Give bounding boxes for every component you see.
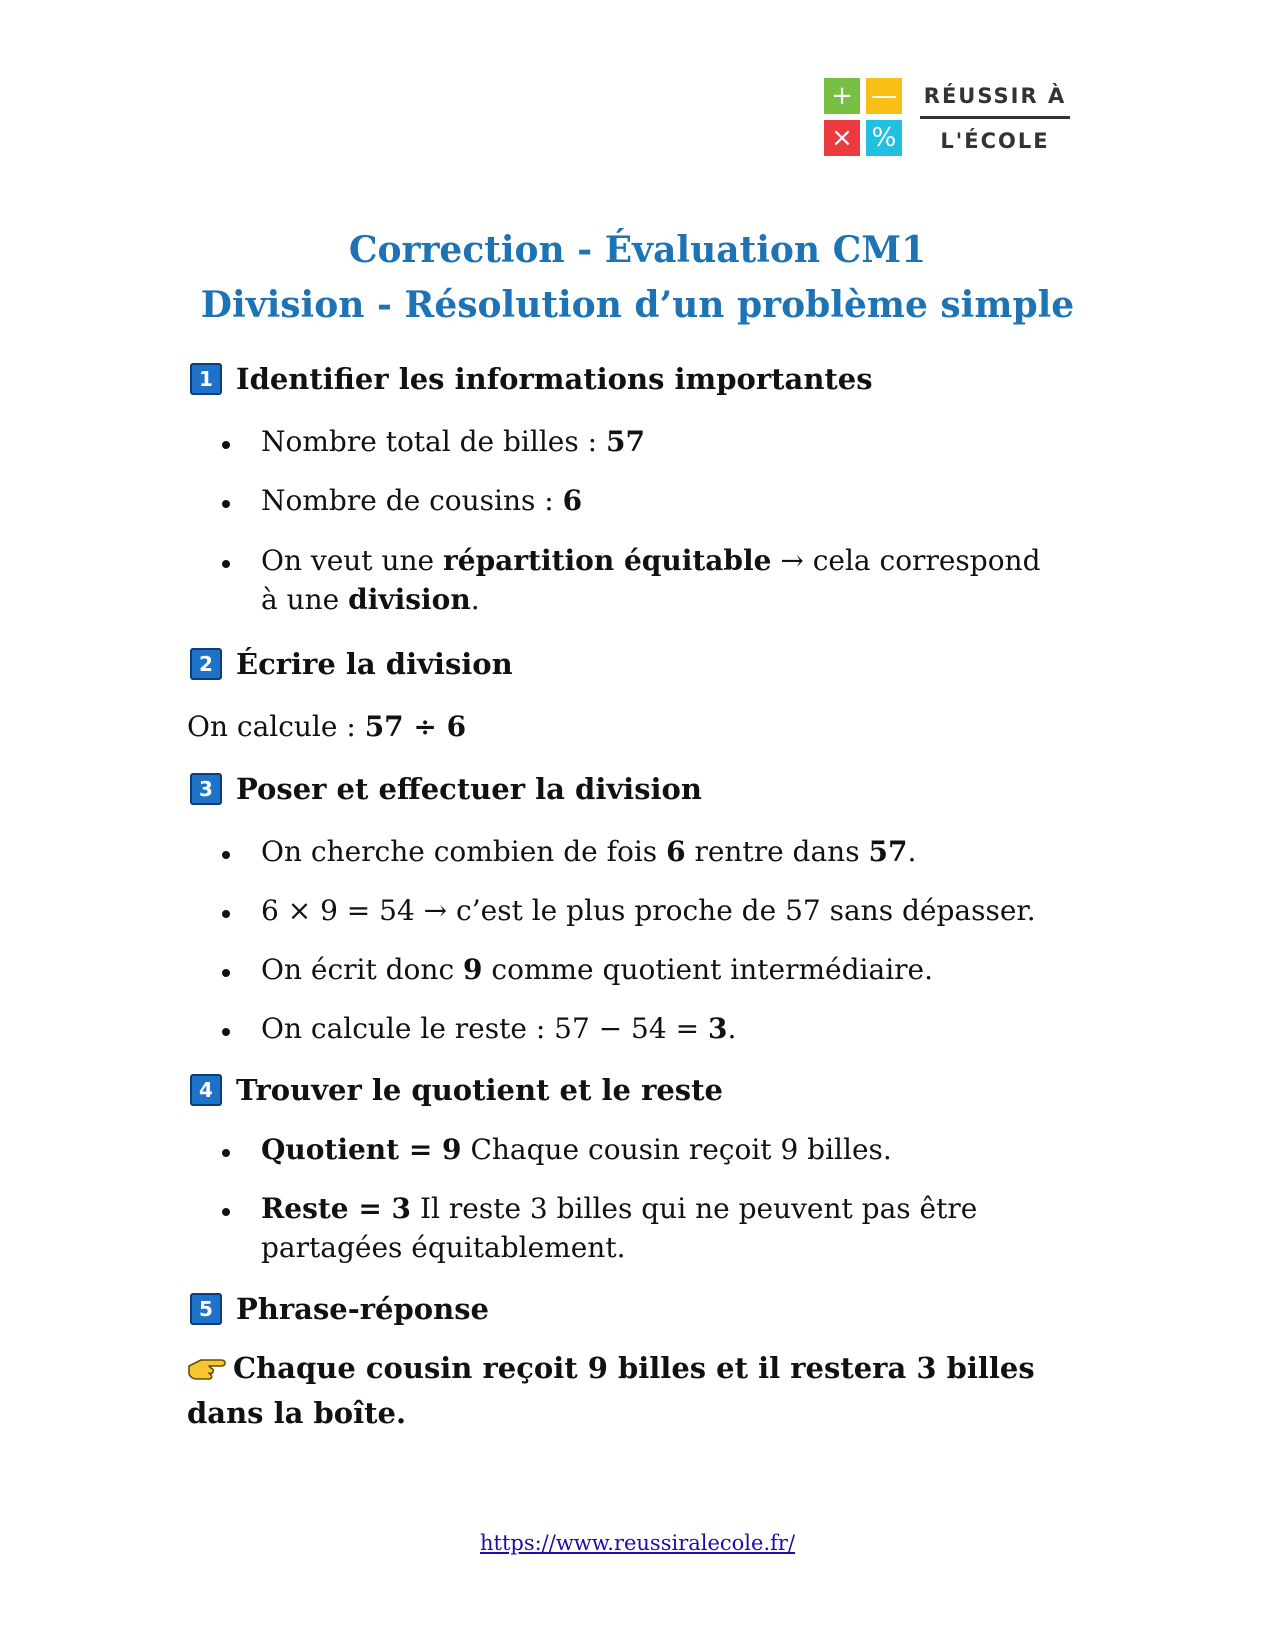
calculation-line: On calcule : 57 ÷ 6 (187, 710, 467, 743)
section-2-title: Écrire la division (236, 647, 513, 681)
pointing-hand-icon (187, 1352, 227, 1382)
list-item: Quotient = 9 Chaque cousin reçoit 9 billes. (261, 1133, 892, 1166)
bullet-icon (222, 1208, 230, 1216)
bullet-icon (222, 500, 230, 508)
minus-icon: — (866, 78, 902, 114)
bullet-icon (222, 851, 230, 859)
section-3-heading (190, 772, 702, 806)
logo-text (920, 78, 1070, 153)
logo-tiles (824, 78, 906, 158)
list-item: On cherche combien de fois 6 rentre dans 57. (261, 835, 917, 868)
plus-icon: + (824, 78, 860, 114)
section-2-heading (190, 647, 513, 681)
number-1-badge: 1 (190, 363, 222, 395)
section-4-title: Trouver le quotient et le reste (236, 1073, 723, 1107)
footer-link[interactable]: https://www.reussiralecole.fr/ (479, 1531, 796, 1555)
section-1-title: Identifier les informations importantes (236, 362, 873, 396)
list-item: Reste = 3 Il reste 3 billes qui ne peuvent pas être partagées équitablement. (261, 1192, 978, 1264)
bullet-icon (222, 910, 230, 918)
number-3-badge: 3 (190, 773, 222, 805)
list-item: On calcule le reste : 57 − 54 = 3. (261, 1012, 737, 1045)
section-1-heading (190, 362, 873, 396)
section-3-title: Poser et effectuer la division (236, 772, 702, 806)
number-5-badge: 5 (190, 1293, 222, 1325)
page-subtitle: Division - Résolution d’un problème simple (200, 284, 1075, 326)
section-5-title: Phrase-réponse (236, 1292, 489, 1326)
logo (824, 78, 1074, 158)
list-item: On écrit donc 9 comme quotient intermédiaire. (261, 953, 934, 986)
number-4-badge: 4 (190, 1074, 222, 1106)
bullet-icon (222, 441, 230, 449)
bullet-icon (222, 1028, 230, 1036)
list-item: Nombre total de billes : 57 (261, 425, 645, 458)
logo-line2: L'ÉCOLE (940, 129, 1050, 153)
bullet-icon (222, 1149, 230, 1157)
answer-sentence: Chaque cousin reçoit 9 billes et il restera 3 billes dans la boîte. (187, 1351, 1035, 1430)
section-4-heading (190, 1073, 723, 1107)
section-5-heading (190, 1292, 489, 1326)
list-item: On veut une répartition équitable → cela correspond à une division. (261, 544, 1041, 616)
number-2-badge: 2 (190, 648, 222, 680)
times-icon: × (824, 120, 860, 156)
page-title: Correction - Évaluation CM1 (348, 229, 927, 271)
bullet-icon (222, 560, 230, 568)
logo-line1: RÉUSSIR À (923, 84, 1067, 108)
bullet-icon (222, 969, 230, 977)
percent-icon: % (866, 120, 902, 156)
list-item: 6 × 9 = 54 → c’est le plus proche de 57 sans dépasser. (261, 894, 1036, 927)
list-item: Nombre de cousins : 6 (261, 484, 583, 517)
